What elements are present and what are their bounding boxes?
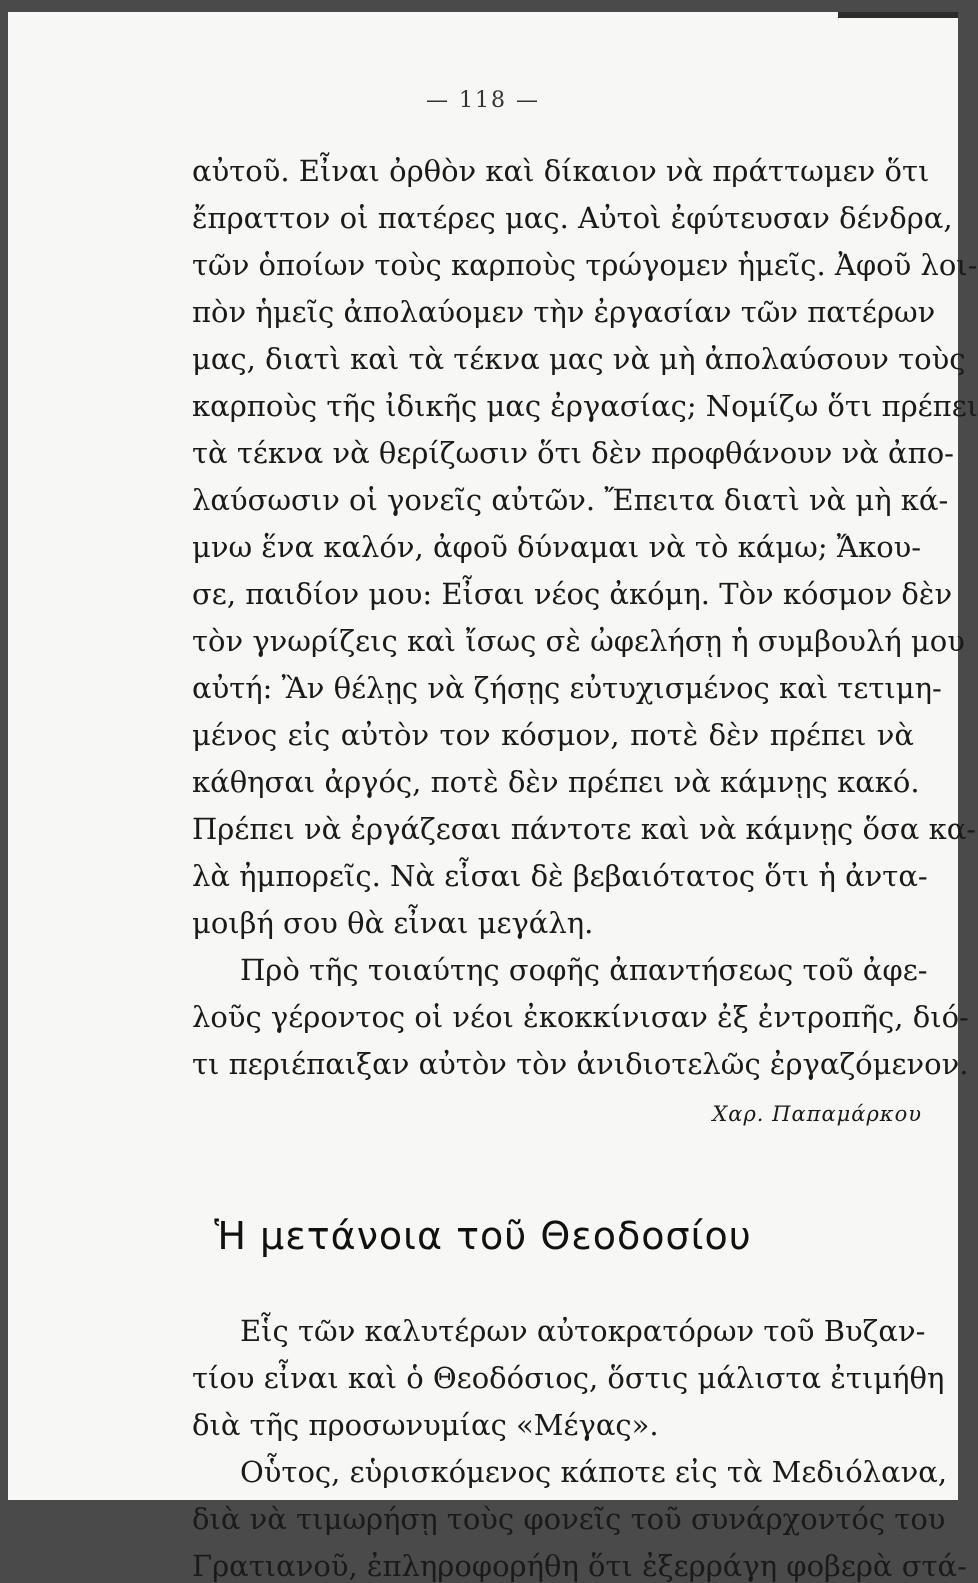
text-line: αὐτή: Ἂν θέλῃς νὰ ζήσῃς εὐτυχισμένος καὶ τετιμη- (192, 671, 942, 705)
text-line: διὰ νὰ τιμωρήσῃ τοὺς φονεῖς τοῦ συνάρχοντός του (192, 1502, 946, 1536)
page-number: — 118 — (426, 88, 540, 113)
text-line: μνω ἕνα καλόν, ἀφοῦ δύναμαι νὰ τὸ κάμω; Ἄκου- (192, 530, 922, 564)
text-line: μένος εἰς αὐτὸν τον κόσμον, ποτὲ δὲν πρέπει νὰ (192, 718, 914, 752)
text-line: Γρατιανοῦ, ἐπληροφορήθη ὅτι ἐξερράγη φοβερὰ στά- (192, 1549, 967, 1583)
text-line: Πρέπει νὰ ἐργάζεσαι πάντοτε καὶ νὰ κάμνῃς ὅσα κα- (192, 812, 977, 846)
text-line: πὸν ἡμεῖς ἀπολαύομεν τὴν ἐργασίαν τῶν πατέρων (192, 295, 936, 329)
text-line: κάθησαι ἀργός, ποτὲ δὲν πρέπει νὰ κάμνῃς κακό. (192, 765, 920, 799)
text-line: λαύσωσιν οἱ γονεῖς αὐτῶν. Ἔπειτα διατὶ νὰ μὴ κά- (192, 483, 949, 517)
scan-edge (838, 12, 958, 18)
text-line: λοῦς γέροντος οἱ νέοι ἐκοκκίνισαν ἐξ ἐντροπῆς, διό- (192, 1000, 969, 1034)
text-line: λὰ ἠμπορεῖς. Νὰ εἶσαι δὲ βεβαιότατος ὅτι ἡ ἀντα- (192, 859, 928, 893)
text-line: τι περιέπαιξαν αὐτὸν τὸν ἀνιδιοτελῶς ἐργαζόμενον. (192, 1047, 969, 1081)
text-line: τὰ τέκνα νὰ θερίζωσιν ὅτι δὲν προφθάνουν νὰ ἀπο- (192, 436, 954, 470)
book-page (8, 12, 978, 1583)
text-line: Πρὸ τῆς τοιαύτης σοφῆς ἀπαντήσεως τοῦ ἀφε- (240, 953, 928, 987)
text-line: ἔπραττον οἱ πατέρες μας. Αὐτοὶ ἐφύτευσαν δένδρα, (192, 201, 953, 235)
text-line: τίου εἶναι καὶ ὁ Θεοδόσιος, ὅστις μάλιστα ἐτιμήθη (192, 1361, 945, 1395)
text-line: Οὗτος, εὑρισκόμενος κάποτε εἰς τὰ Μεδιόλανα, (240, 1455, 948, 1489)
author-signature: Χαρ. Παπαμάρκου (712, 1102, 922, 1126)
chapter-heading: Ἡ μετάνοια τοῦ Θεοδοσίου (214, 1214, 752, 1258)
text-line: Εἷς τῶν καλυτέρων αὐτοκρατόρων τοῦ Βυζαν- (240, 1314, 926, 1348)
text-line: καρποὺς τῆς ἰδικῆς μας ἐργασίας; Νομίζω ὅτι πρέπει (192, 389, 978, 423)
text-line: αὐτοῦ. Εἶναι ὀρθὸν καὶ δίκαιον νὰ πράττωμεν ὅτι (192, 154, 930, 188)
text-line: τῶν ὁποίων τοὺς καρποὺς τρώγομεν ἡμεῖς. Ἀφοῦ λοι- (192, 248, 978, 282)
text-line: διὰ τῆς προσωνυμίας «Μέγας». (192, 1408, 659, 1442)
text-line: μοιβή σου θὰ εἶναι μεγάλη. (192, 906, 594, 940)
text-line: τὸν γνωρίζεις καὶ ἴσως σὲ ὠφελήσῃ ἡ συμβουλή μου (192, 624, 965, 658)
text-line: μας, διατὶ καὶ τὰ τέκνα μας νὰ μὴ ἀπολαύσουν τοὺς (192, 342, 966, 376)
text-line: σε, παιδίον μου: Εἶσαι νέος ἀκόμη. Τὸν κόσμον δὲν (192, 577, 953, 611)
